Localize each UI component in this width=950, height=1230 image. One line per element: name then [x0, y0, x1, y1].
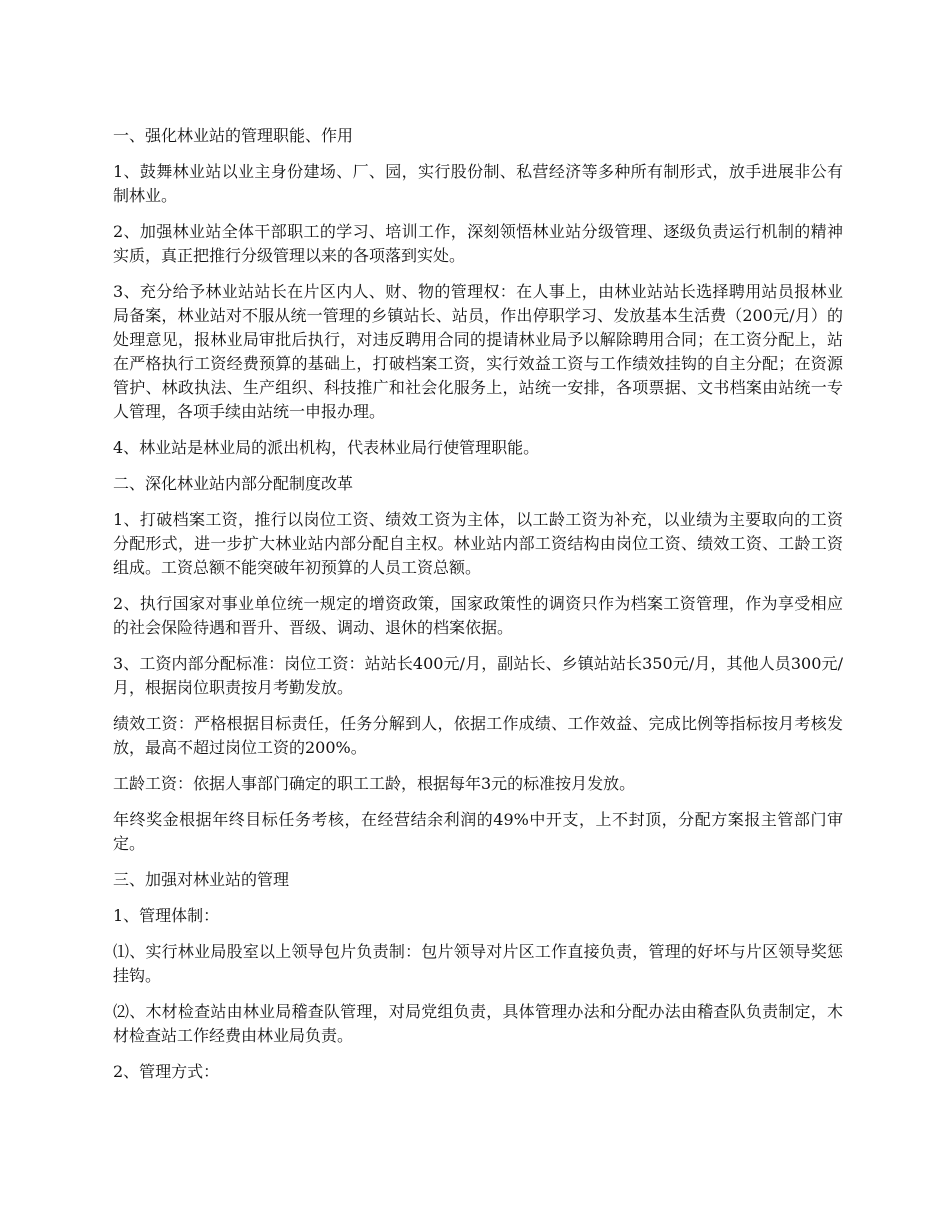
paragraph-2-1: 1、打破档案工资，推行以岗位工资、绩效工资为主体，以工龄工资为补充，以业绩为主要取向的工资分配形式，进一步扩大林业站内部分配自主权。林业站内部工资结构由岗位工资、绩效工资、工龄工资组成。工资总额不能突破年初预算的人员工资总额。: [113, 510, 843, 577]
paragraph-3-1-1: ⑴、实行林业局股室以上领导包片负责制：包片领导对片区工作直接负责，管理的好坏与片区领导奖惩挂钩。: [113, 942, 843, 985]
paragraph-3-1-2: ⑵、木材检查站由林业局稽查队管理，对局党组负责，具体管理办法和分配办法由稽查队负责制定，木材检查站工作经费由林业局负责。: [113, 1002, 843, 1045]
subheading-management-method: 2、管理方式：: [113, 1062, 220, 1081]
section-heading-1: 一、强化林业站的管理职能、作用: [113, 126, 354, 145]
paragraph-2-3: 3、工资内部分配标准：岗位工资：站站长400元/月，副站长、乡镇站站长350元/月，其他人员300元/月，根据岗位职责按月考勤发放。: [113, 654, 843, 697]
paragraph-1-4: 4、林业站是林业局的派出机构，代表林业局行使管理职能。: [113, 438, 540, 457]
section-heading-3: 三、加强对林业站的管理: [113, 870, 290, 889]
paragraph-1-3: 3、充分给予林业站站长在片区内人、财、物的管理权：在人事上，由林业站站长选择聘用站员报林业局备案，林业站对不服从统一管理的乡镇站长、站员，作出停职学习、发放基本生活费（200元/月）的处理意见，报林业局审批后执行，对违反聘用合同的提请林业局予以解除聘用合同；在工资分配上，站在严格执行工资经费预算的基础上，打破档案工资，实行效益工资与工作绩效挂钩的自主分配；在资源管护、林政执法、生产组织、科技推广和社会化服务上，站统一安排，各项票据、文书档案由站统一专人管理，各项手续由站统一申报办理。: [113, 282, 843, 421]
subheading-management-system: 1、管理体制：: [113, 906, 220, 925]
section-heading-2: 二、深化林业站内部分配制度改革: [113, 474, 354, 493]
paragraph-seniority-pay: 工龄工资：依据人事部门确定的职工工龄，根据每年3元的标准按月发放。: [113, 774, 636, 793]
paragraph-1-1: 1、鼓舞林业站以业主身份建场、厂、园，实行股份制、私营经济等多种所有制形式，放手进展非公有制林业。: [113, 162, 843, 205]
paragraph-1-2: 2、加强林业站全体干部职工的学习、培训工作，深刻领悟林业站分级管理、逐级负责运行机制的精神实质，真正把推行分级管理以来的各项落到实处。: [113, 222, 843, 265]
document-body: [113, 124, 843, 1096]
paragraph-2-2: 2、执行国家对事业单位统一规定的增资政策，国家政策性的调资只作为档案工资管理，作为享受相应的社会保险待遇和晋升、晋级、调动、退休的档案依据。: [113, 594, 843, 637]
paragraph-year-end-bonus: 年终奖金根据年终目标任务考核，在经营结余利润的49%中开支，上不封顶，分配方案报主管部门审定。: [113, 810, 843, 853]
paragraph-performance-pay: 绩效工资：严格根据目标责任，任务分解到人，依据工作成绩、工作效益、完成比例等指标按月考核发放，最高不超过岗位工资的200%。: [113, 714, 843, 757]
